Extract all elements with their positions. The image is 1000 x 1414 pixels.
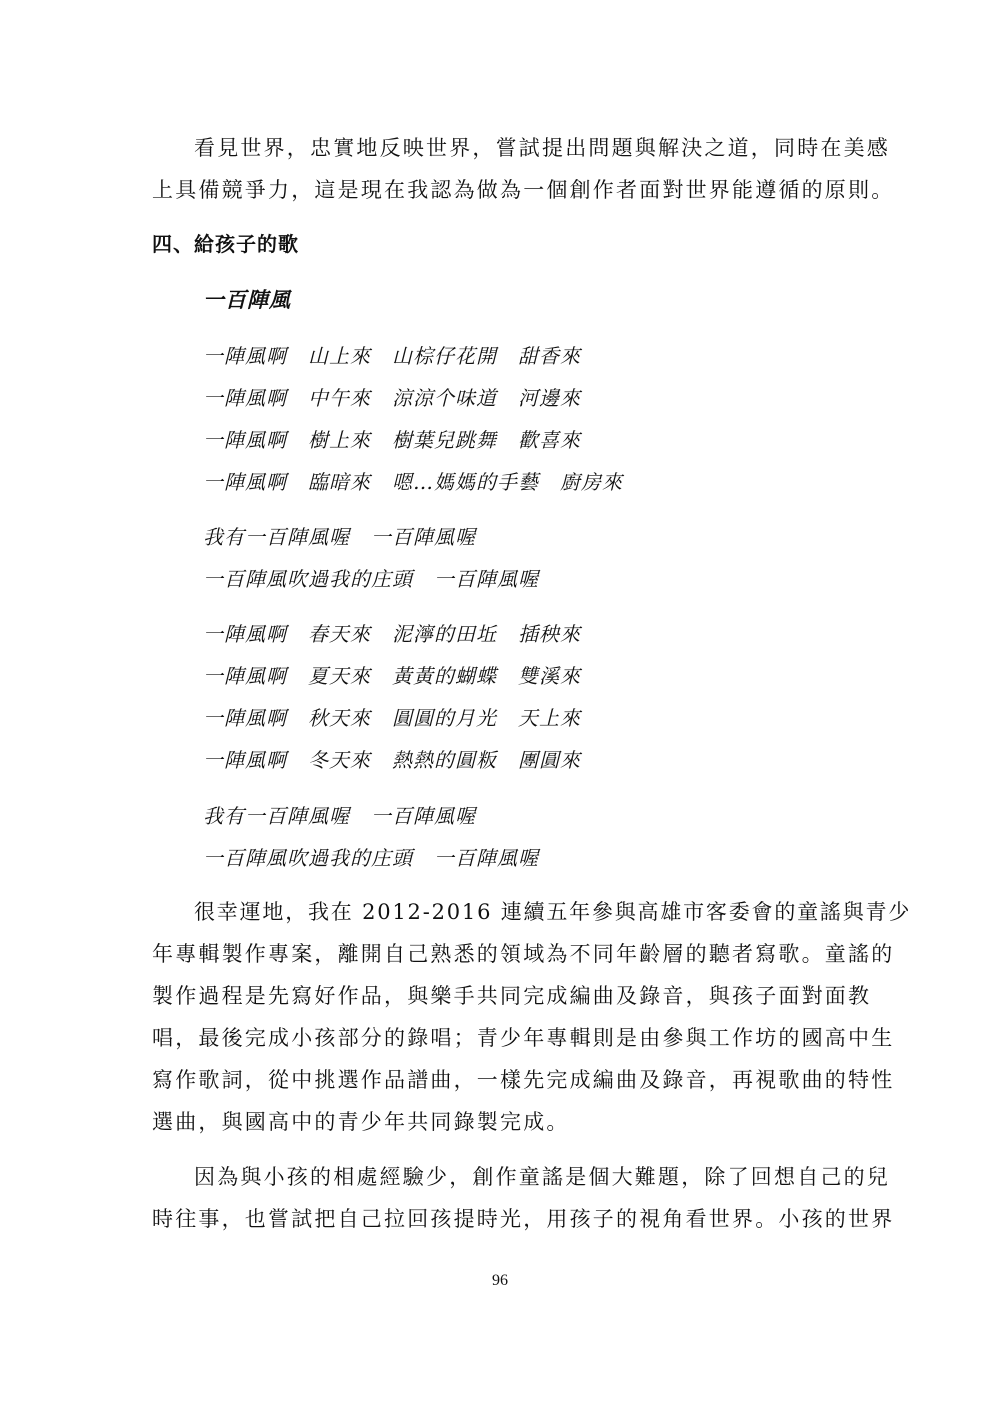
chorus-line: 我有一百陣風喔 一百陣風喔 bbox=[203, 804, 476, 828]
section-heading: 四、給孩子的歌 bbox=[152, 232, 299, 256]
body-line: 時往事，也嘗試把自己拉回孩提時光，用孩子的視角看世界。小孩的世界 bbox=[152, 1207, 895, 1231]
body-line: 因為與小孩的相處經驗少，創作童謠是個大難題，除了回想自己的兒 bbox=[194, 1165, 890, 1189]
lyric-line: 一陣風啊 秋天來 圓圓的月光 天上來 bbox=[203, 706, 581, 730]
lyric-line: 一陣風啊 臨暗來 嗯…媽媽的手藝 廚房來 bbox=[203, 470, 623, 494]
body-line: 很幸運地，我在 2012-2016 連續五年參與高雄市客委會的童謠與青少 bbox=[194, 900, 912, 924]
song-title: 一百陣風 bbox=[203, 287, 291, 312]
page-number: 96 bbox=[492, 1272, 508, 1289]
lyric-line: 一陣風啊 中午來 涼涼个味道 河邊來 bbox=[203, 386, 581, 410]
lyric-line: 一陣風啊 春天來 泥濘的田坵 插秧來 bbox=[203, 622, 581, 646]
body-line: 選曲，與國高中的青少年共同錄製完成。 bbox=[152, 1110, 570, 1134]
lyric-line: 一陣風啊 山上來 山棕仔花開 甜香來 bbox=[203, 344, 581, 368]
lyric-line: 一陣風啊 冬天來 熱熱的圓粄 團圓來 bbox=[203, 748, 581, 772]
chorus-line: 我有一百陣風喔 一百陣風喔 bbox=[203, 525, 476, 549]
body-line: 製作過程是先寫好作品，與樂手共同完成編曲及錄音，與孩子面對面教 bbox=[152, 984, 872, 1008]
body-line: 唱，最後完成小孩部分的錄唱；青少年專輯則是由參與工作坊的國高中生 bbox=[152, 1026, 895, 1050]
chorus-line: 一百陣風吹過我的庄頭 一百陣風喔 bbox=[203, 567, 539, 591]
body-line: 年專輯製作專案，離開自己熟悉的領域為不同年齡層的聽者寫歌。童謠的 bbox=[152, 942, 895, 966]
lyric-line: 一陣風啊 樹上來 樹葉兒跳舞 歡喜來 bbox=[203, 428, 581, 452]
lyric-line: 一陣風啊 夏天來 黃黃的蝴蝶 雙溪來 bbox=[203, 664, 581, 688]
intro-line-1: 看見世界，忠實地反映世界，嘗試提出問題與解決之道，同時在美感 bbox=[194, 136, 890, 160]
chorus-line: 一百陣風吹過我的庄頭 一百陣風喔 bbox=[203, 846, 539, 870]
body-line: 寫作歌詞，從中挑選作品譜曲，一樣先完成編曲及錄音，再視歌曲的特性 bbox=[152, 1068, 895, 1092]
intro-line-2: 上具備競爭力，這是現在我認為做為一個創作者面對世界能遵循的原則。 bbox=[152, 178, 895, 202]
